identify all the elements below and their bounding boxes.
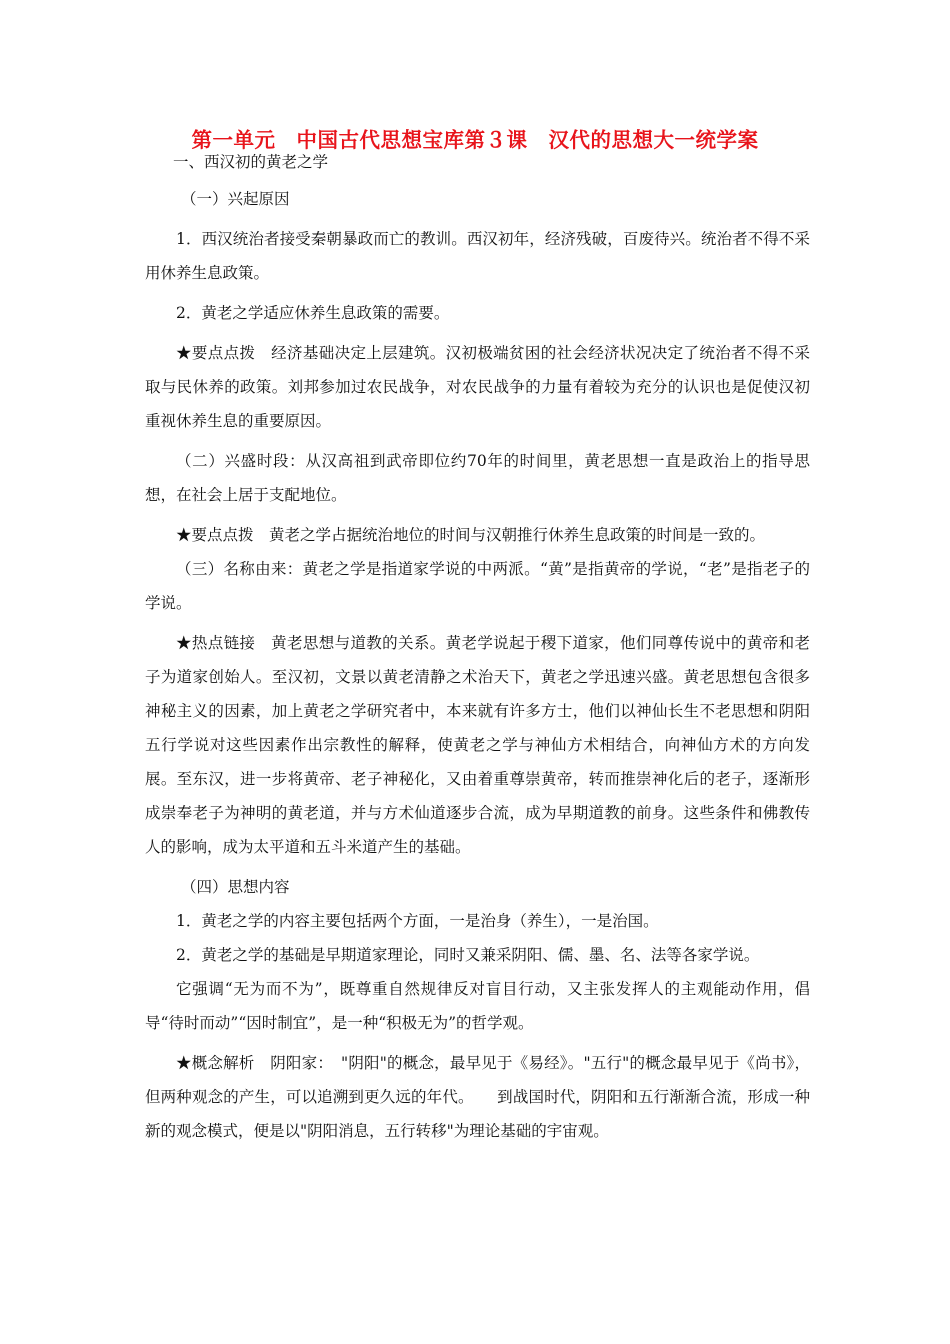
key-point-paragraph-2: ★要点点拨 黄老之学占据统治地位的时间与汉朝推行休养生息政策的时间是一致的。 bbox=[176, 526, 766, 544]
subsection-heading-origin: （一）兴起原因 bbox=[181, 190, 290, 208]
paragraph-flourishing-period: （二）兴盛时段：从汉高祖到武帝即位约70年的时间里，黄老思想一直是政治上的指导思想，在社会上居于支配地位。 bbox=[145, 452, 810, 504]
key-point-paragraph-1: ★要点点拨 经济基础决定上层建筑。汉初极端贫困的社会经济状况决定了统治者不得不采取与民休养的政策。刘邦参加过农民战争，对农民战争的力量有着较为充分的认识也是促使汉初重视休养生息的重要原因。 bbox=[145, 344, 810, 430]
paragraph-content-3: 它强调“无为而不为”，既尊重自然规律反对盲目行动，又主张发挥人的主观能动作用，倡导“待时而动”“因时制宜”，是一种“积极无为”的哲学观。 bbox=[145, 980, 810, 1032]
paragraph-content-1: 1．黄老之学的内容主要包括两个方面，一是治身（养生），一是治国。 bbox=[176, 912, 659, 930]
paragraph-name-origin: （三）名称由来：黄老之学是指道家学说的中两派。“黄”是指黄帝的学说，“老”是指老子的学说。 bbox=[145, 560, 810, 612]
subsection-heading-content: （四）思想内容 bbox=[181, 878, 290, 896]
hot-link-paragraph: ★热点链接 黄老思想与道教的关系。黄老学说起于稷下道家，他们同尊传说中的黄帝和老子为道家创始人。至汉初，文景以黄老清静之术治天下，黄老之学迅速兴盛。黄老思想包含很多神秘主义的因素，加上黄老之学研究者中，本来就有许多方士，他们以神仙长生不老思想和阴阳五行学说对这些因素作出宗教性的解释，使黄老之学与神仙方术相结合，向神仙方术的方向发展。至东汉，进一步将黄帝、老子神秘化，又由着重尊崇黄帝，转而推崇神化后的老子，逐渐形成崇奉老子为神明的黄老道，并与方术仙道逐步合流，成为早期道教的前身。这些条件和佛教传人的影响，成为太平道和五斗米道产生的基础。 bbox=[145, 634, 810, 856]
document-title: 第一单元 中国古代思想宝库第３课 汉代的思想大一统学案 bbox=[191, 128, 759, 152]
document-body bbox=[145, 148, 810, 1148]
section-heading-1: 一、西汉初的黄老之学 bbox=[173, 153, 329, 171]
paragraph-1: 1．西汉统治者接受秦朝暴政而亡的教训。西汉初年，经济残破，百废待兴。统治者不得不采用休养生息政策。 bbox=[145, 230, 810, 282]
paragraph-content-2: 2．黄老之学的基础是早期道家理论，同时又兼采阴阳、儒、墨、名、法等各家学说。 bbox=[176, 946, 760, 964]
concept-paragraph: ★概念解析 阴阳家： "阴阳"的概念，最早见于《易经》。"五行"的概念最早见于《尚书》，但两种观念的产生，可以追溯到更久远的年代。 到战国时代，阴阳和五行渐渐合流，形成一种新的观念模式，便是以"阴阳消息，五行转移"为理论基础的宇宙观。 bbox=[145, 1054, 810, 1140]
paragraph-2: 2．黄老之学适应休养生息政策的需要。 bbox=[176, 304, 450, 322]
